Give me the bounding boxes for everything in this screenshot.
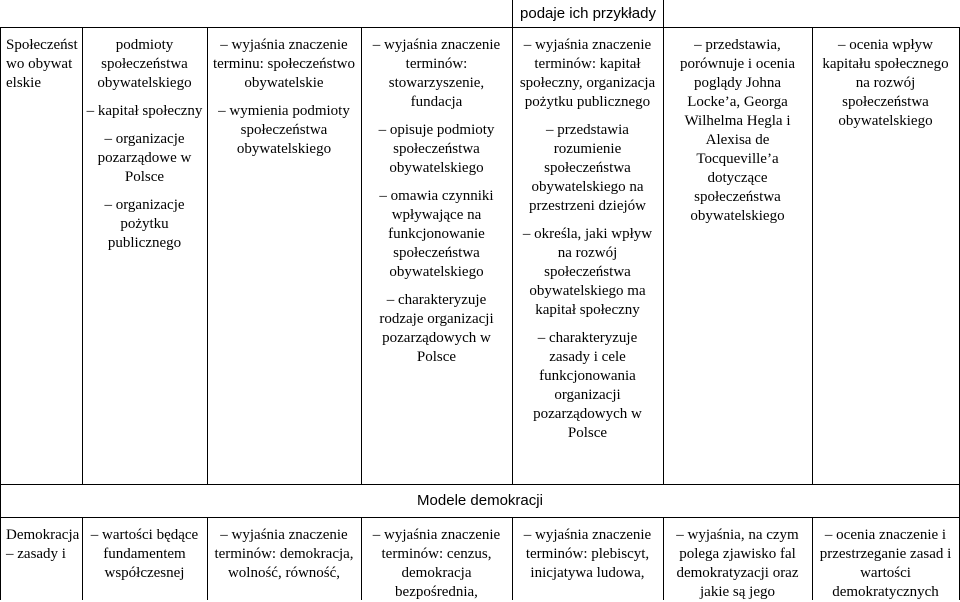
- table-column-divider: [82, 517, 83, 600]
- table-column-divider: [361, 517, 362, 600]
- requirement-item: – przedstawia rozumienie społeczeństwa obywatelskiego na przestrzeni dziejów: [528, 122, 647, 214]
- content-item: – organizacje pozarządowe w Polsce: [97, 131, 192, 185]
- requirement-item: – charakteryzuje rodzaje organizacji pozarządowych w Polsce: [379, 292, 494, 365]
- requirements-level-4-cell: [667, 36, 808, 226]
- content-cell: [86, 36, 203, 253]
- topic-cell: Społeczeństwo obywatelskie: [6, 37, 78, 91]
- requirements-level-3-cell: [516, 36, 659, 443]
- requirement-item: – ocenia wpływ kapitału społecznego na rozwój społeczeństwa obywatelskiego: [822, 37, 949, 129]
- requirements-level-5-cell: [816, 36, 955, 131]
- requirement-item: – określa, jaki wpływ na rozwój społeczeństwa obywatelskiego ma kapitał społeczny: [522, 226, 653, 318]
- column-header: podaje ich przykłady: [520, 5, 656, 22]
- content-item: podmioty społeczeństwa obywatelskiego: [97, 37, 192, 91]
- table-row-divider: [0, 484, 960, 485]
- section-title: Modele demokracji: [417, 492, 543, 509]
- table-column-divider: [361, 27, 362, 484]
- table-column-divider: [512, 27, 513, 484]
- table-column-divider: [512, 517, 513, 600]
- table-left-border: [0, 27, 1, 600]
- requirement-item: – wyjaśnia znaczenie terminu: społeczeństwo obywatelskie: [212, 37, 356, 91]
- requirement-item: – charakteryzuje zasady i cele funkcjonowania organizacji pozarządowych w Polsce: [533, 330, 642, 441]
- content-item: – organizacje pożytku publicznego: [104, 197, 185, 251]
- requirement-item: – opisuje podmioty społeczeństwa obywatelskiego: [378, 122, 495, 176]
- requirements-level-1-cell: [211, 36, 357, 159]
- table-column-divider: [82, 27, 83, 484]
- table-column-divider: [207, 517, 208, 600]
- requirements-level-3-cell: – wyjaśnia znaczenie terminów: plebiscyt, inicjatywa ludowa,: [523, 527, 652, 581]
- requirement-item: – wyjaśnia znaczenie terminów: stowarzyszenie, fundacja: [372, 37, 501, 110]
- table-top-border: [0, 27, 960, 28]
- requirements-level-1-cell: – wyjaśnia znaczenie terminów: demokracja, wolność, równość,: [214, 527, 354, 581]
- requirements-level-4-cell: – wyjaśnia, na czym polega zjawisko fal demokratyzacji oraz jakie są jego: [676, 527, 799, 600]
- content-item: – kapitał społeczny: [86, 103, 203, 119]
- content-cell: – wartości będące fundamentem współczesnej: [90, 527, 199, 581]
- requirements-level-2-cell: – wyjaśnia znaczenie terminów: cenzus, demokracja bezpośrednia,: [372, 527, 501, 600]
- table-column-divider: [207, 27, 208, 484]
- topic-cell: Demokracja – zasady i: [6, 527, 80, 562]
- requirements-level-5-cell: – ocenia znaczenie i przestrzeganie zasad i wartości demokratycznych: [819, 527, 952, 600]
- table-column-divider: [812, 517, 813, 600]
- requirement-item: – omawia czynniki wpływające na funkcjonowanie społeczeństwa obywatelskiego: [379, 188, 494, 280]
- requirement-item: – przedstawia, porównuje i ocenia poglądy Johna Locke’a, Georga Wilhelma Hegla i Alexisa de Tocqueville’a dotyczące społeczeństwa obywatelskiego: [680, 37, 795, 224]
- requirements-level-2-cell: [365, 36, 508, 367]
- table-column-divider: [663, 0, 664, 28]
- table-column-divider: [663, 517, 664, 600]
- requirement-item: – wyjaśnia znaczenie terminów: kapitał społeczny, organizacja pożytku publicznego: [519, 37, 656, 110]
- table-column-divider: [663, 27, 664, 484]
- table-column-divider: [812, 27, 813, 484]
- table-row-divider: [0, 517, 960, 518]
- requirement-item: – wymienia podmioty społeczeństwa obywatelskiego: [218, 103, 350, 157]
